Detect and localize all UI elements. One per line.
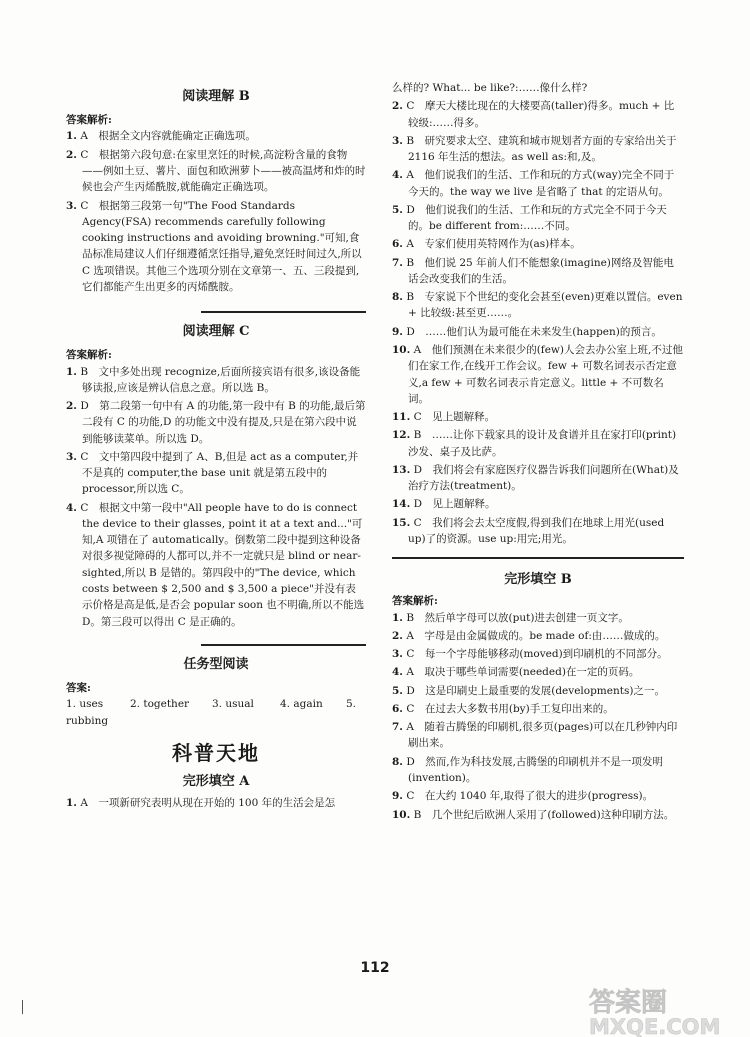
continued-line: 么样的? What... be like?:……像什么样? [392, 82, 588, 94]
answer-item [392, 701, 684, 717]
answer-text: B 专家说下个世纪的变化会甚至(even)更难以置信。even + 比较级:甚至更……。 [406, 291, 683, 320]
answer-text: A 专家们使用英特网作为(as)样本。 [406, 238, 581, 251]
answer-text: C 见上题解释。 [413, 411, 496, 424]
answer-text: C 摩天大楼比现在的大楼要高(taller)得多。much + 比较级:……得多。 [406, 100, 675, 129]
cloze-b-answer-label: 答案解析: [392, 595, 438, 608]
answer-text: D 第二段第一句中有 A 的功能,第一段中有 B 的功能,最后第二段有 C 的功能,D 的功能文中没有提及,只是在第六段中说到能够读菜单。所以选 D。 [80, 400, 366, 445]
answer-text: D 见上题解释。 [413, 498, 496, 511]
answer-text: D 然而,作为科技发展,古腾堡的印刷机并不是一项发明(invention)。 [406, 755, 663, 785]
cloze-a-heading: 完形填空 A [182, 773, 250, 789]
answer-number: 2. [392, 100, 403, 113]
cloze-a-answers [66, 795, 366, 811]
reading-c-answers [66, 364, 366, 630]
answer-item [392, 610, 684, 626]
answer-item [66, 398, 366, 447]
answer-number: 10. [392, 343, 411, 356]
answer-item [392, 496, 684, 512]
answer-text: C 根据第六段句意:在家里烹饪的时候,高淀粉含量的食物——例如土豆、薯片、面包和欧洲萝卜——被高温烤和炸的时候也会产生丙烯酰胺,就能确定正确选项。 [80, 148, 366, 194]
answer-number: 15. [392, 516, 411, 529]
answer-item [66, 128, 366, 144]
answer-number: 2. [66, 400, 77, 413]
answer-item [392, 133, 684, 166]
answer-number: 3. [392, 648, 403, 661]
task-answer: 4. again [280, 698, 323, 711]
answer-item [392, 167, 684, 200]
cloze-a-answers-continued [392, 98, 684, 547]
answer-text: B 然后单字母可以放(put)进去创建一页文字。 [406, 611, 629, 624]
answer-number: 9. [392, 325, 403, 338]
watermark-text-cn: 答案圈 [589, 988, 668, 1018]
answer-item [392, 342, 684, 407]
answer-item [392, 807, 684, 823]
margin-mark [22, 1000, 23, 1014]
science-world-heading: 科普天地 [172, 740, 260, 765]
answer-item [392, 289, 684, 322]
answer-number: 5. [392, 684, 403, 697]
answer-text: B ……让你下载家具的设计及食谱并且在家打印(print)沙发、桌子及比萨。 [408, 429, 677, 458]
answer-item [392, 255, 684, 288]
answer-number: 3. [66, 450, 77, 463]
answer-number: 4. [66, 501, 77, 514]
answer-item [392, 427, 684, 460]
answer-number: 13. [392, 463, 411, 476]
watermark-logo-icon [581, 985, 746, 1037]
answer-item [66, 147, 366, 196]
answer-text: A 随着古腾堡的印刷机,很多页(pages)可以在几秒钟内印刷出来。 [406, 721, 678, 750]
answer-text: C 文中第四段中提到了 A、B,但是 act as a computer,并不是真的 computer,the base unit 就是第五段中的 processor,所以选 C。 [80, 450, 359, 496]
left-column [66, 74, 366, 813]
answer-item [392, 646, 684, 662]
answer-item [392, 462, 684, 495]
answer-number: 3. [392, 134, 403, 147]
task-answer: 5. [346, 698, 357, 711]
answer-number: 12. [392, 429, 411, 442]
answer-text: D 我们将会有家庭医疗仪器告诉我们问题所在(What)及治疗方法(treatment)。 [408, 463, 679, 493]
answer-text: A 取决于哪些单词需要(needed)在一定的页码。 [406, 666, 640, 679]
answer-item [66, 500, 366, 630]
answer-number: 4. [392, 169, 403, 182]
answer-text: C 我们将会去太空度假,得到我们在地球上用光(used up)了的资源。use up:用完;用光。 [408, 516, 665, 545]
answer-item [392, 236, 684, 252]
answer-text: C 根据第三段第一句"The Food Standards Agency(FSA) recommends carefully following cooking instructions and avoiding browning."可知,食品标准局建议人们仔细遵循烹饪指导,避免烹饪时间过久,所以 C 选项错误。其他三个选项分别在文章第一、五、三段提到,它们都能产生出更多的丙烯酰胺。 [80, 199, 362, 293]
right-column [392, 80, 684, 825]
answer-text: A 他们说我们的生活、工作和玩的方式(way)完全不同于今天的。the way we live 是省略了 that 的定语从句。 [406, 169, 675, 198]
answer-number: 2. [66, 148, 77, 161]
answer-item [392, 409, 684, 425]
answer-item [392, 683, 684, 699]
reading-b-answer-label: 答案解析: [66, 114, 112, 127]
answer-number: 8. [392, 755, 403, 768]
task-answer-wrap: rubbing [66, 714, 109, 727]
task-reading-heading: 任务型阅读 [183, 656, 249, 672]
answer-text: A 他们预测在未来很少的(few)人会去办公室上班,不过他们在家工作,在线开工作会议。few + 可数名词表示否定意义,a few + 可数名词表示肯定意义。little + 不可数名词。 [408, 343, 683, 405]
answer-item [392, 664, 684, 680]
answer-item [392, 202, 684, 235]
answer-number: 1. [66, 130, 77, 143]
answer-item [66, 449, 366, 498]
answer-number: 5. [392, 203, 403, 216]
reading-b-answers [66, 128, 366, 295]
answer-number: 6. [392, 702, 403, 715]
answer-number: 9. [392, 790, 403, 803]
answer-number: 4. [392, 666, 403, 679]
task-reading-answer-label: 答案: [66, 682, 91, 694]
answer-text: B 几个世纪后欧洲人采用了(followed)这种印刷方法。 [413, 808, 675, 821]
answer-text: B 研究要求太空、建筑和城市规划者方面的专家给出关于 2116 年生活的想法。as well as:和,及。 [406, 134, 677, 164]
answer-number: 3. [66, 199, 77, 212]
answer-text: B 文中多处出现 recognize,后面所接宾语有很多,该设备能够读报,应该是辨认信息之意。所以选 B。 [80, 365, 361, 394]
answer-item [392, 98, 684, 131]
answer-text: C 在大约 1040 年,取得了很大的进步(progress)。 [406, 790, 654, 803]
answer-number: 10. [392, 808, 411, 821]
reading-c-heading: 阅读理解 C [182, 324, 250, 340]
answer-number: 1. [66, 796, 77, 809]
task-reading-answers [66, 696, 366, 712]
page-number: 112 [360, 960, 390, 976]
answer-number: 1. [66, 365, 77, 378]
answer-item [66, 198, 366, 296]
answer-item [66, 795, 366, 811]
answer-item [392, 754, 684, 787]
answer-text: A 字母是由金属做成的。be made of:由……做成的。 [406, 629, 666, 642]
task-answer: 3. usual [212, 698, 254, 711]
answer-number: 6. [392, 238, 403, 251]
answer-item [392, 719, 684, 752]
answer-number: 14. [392, 498, 411, 511]
answer-text: D ……他们认为最可能在未来发生(happen)的预言。 [406, 325, 662, 338]
answer-item [392, 788, 684, 804]
cloze-b-heading: 完形填空 B [504, 572, 572, 588]
answer-text: A 根据全文内容就能确定正确选项。 [80, 130, 256, 143]
answer-item [392, 628, 684, 644]
answer-item [66, 364, 366, 397]
answer-text: C 在过去大多数书用(by)手工复印出来的。 [406, 702, 614, 715]
answer-text: D 他们说我们的生活、工作和玩的方式完全不同于今天的。be different from:……不同。 [406, 203, 667, 233]
task-answer: 2. together [130, 698, 190, 711]
cloze-b-answers [392, 610, 684, 823]
site-watermark [581, 985, 746, 1037]
answer-text: C 每一个字母能够移动(moved)到印刷机的不同部分。 [406, 648, 668, 661]
reading-b-heading: 阅读理解 B [182, 89, 250, 104]
answer-number: 7. [392, 721, 403, 734]
answer-item [392, 515, 684, 548]
answer-number: 7. [392, 256, 403, 269]
answer-text: C 根据文中第一段中"All people have to do is connect the device to their glasses, point it at a text and..."可知,A 项错在了 automatically。倒数第二段中提到这种设备对很多视觉障碍的人都可以,并不一定就只是 blind or near-sighted,所以 B 是错的。第四段中的"The device, which costs between $ 2,500 and $ 3,500 a piece"并没有表示价格是高是低,是否会 popular soon 也不明确,所以不能选 D。第三段可以得出 C 是正确的。 [80, 501, 365, 628]
answer-text: D 这是印刷史上最重要的发展(developments)之一。 [406, 684, 665, 697]
answer-number: 8. [392, 291, 403, 304]
answer-text: B 他们说 25 年前人们不能想象(imagine)网络及智能电话会改变我们的生活。 [406, 256, 674, 285]
task-answer: 1. uses [66, 698, 104, 711]
reading-c-answer-label: 答案解析: [66, 349, 112, 362]
answer-number: 11. [392, 411, 411, 424]
watermark-text-url: MXQE.COM [589, 1015, 721, 1037]
answer-item [392, 324, 684, 340]
answer-text: A 一项新研究表明从现在开始的 100 年的生活会是怎 [80, 796, 336, 809]
answer-number: 2. [392, 629, 403, 642]
answer-number: 1. [392, 611, 403, 624]
